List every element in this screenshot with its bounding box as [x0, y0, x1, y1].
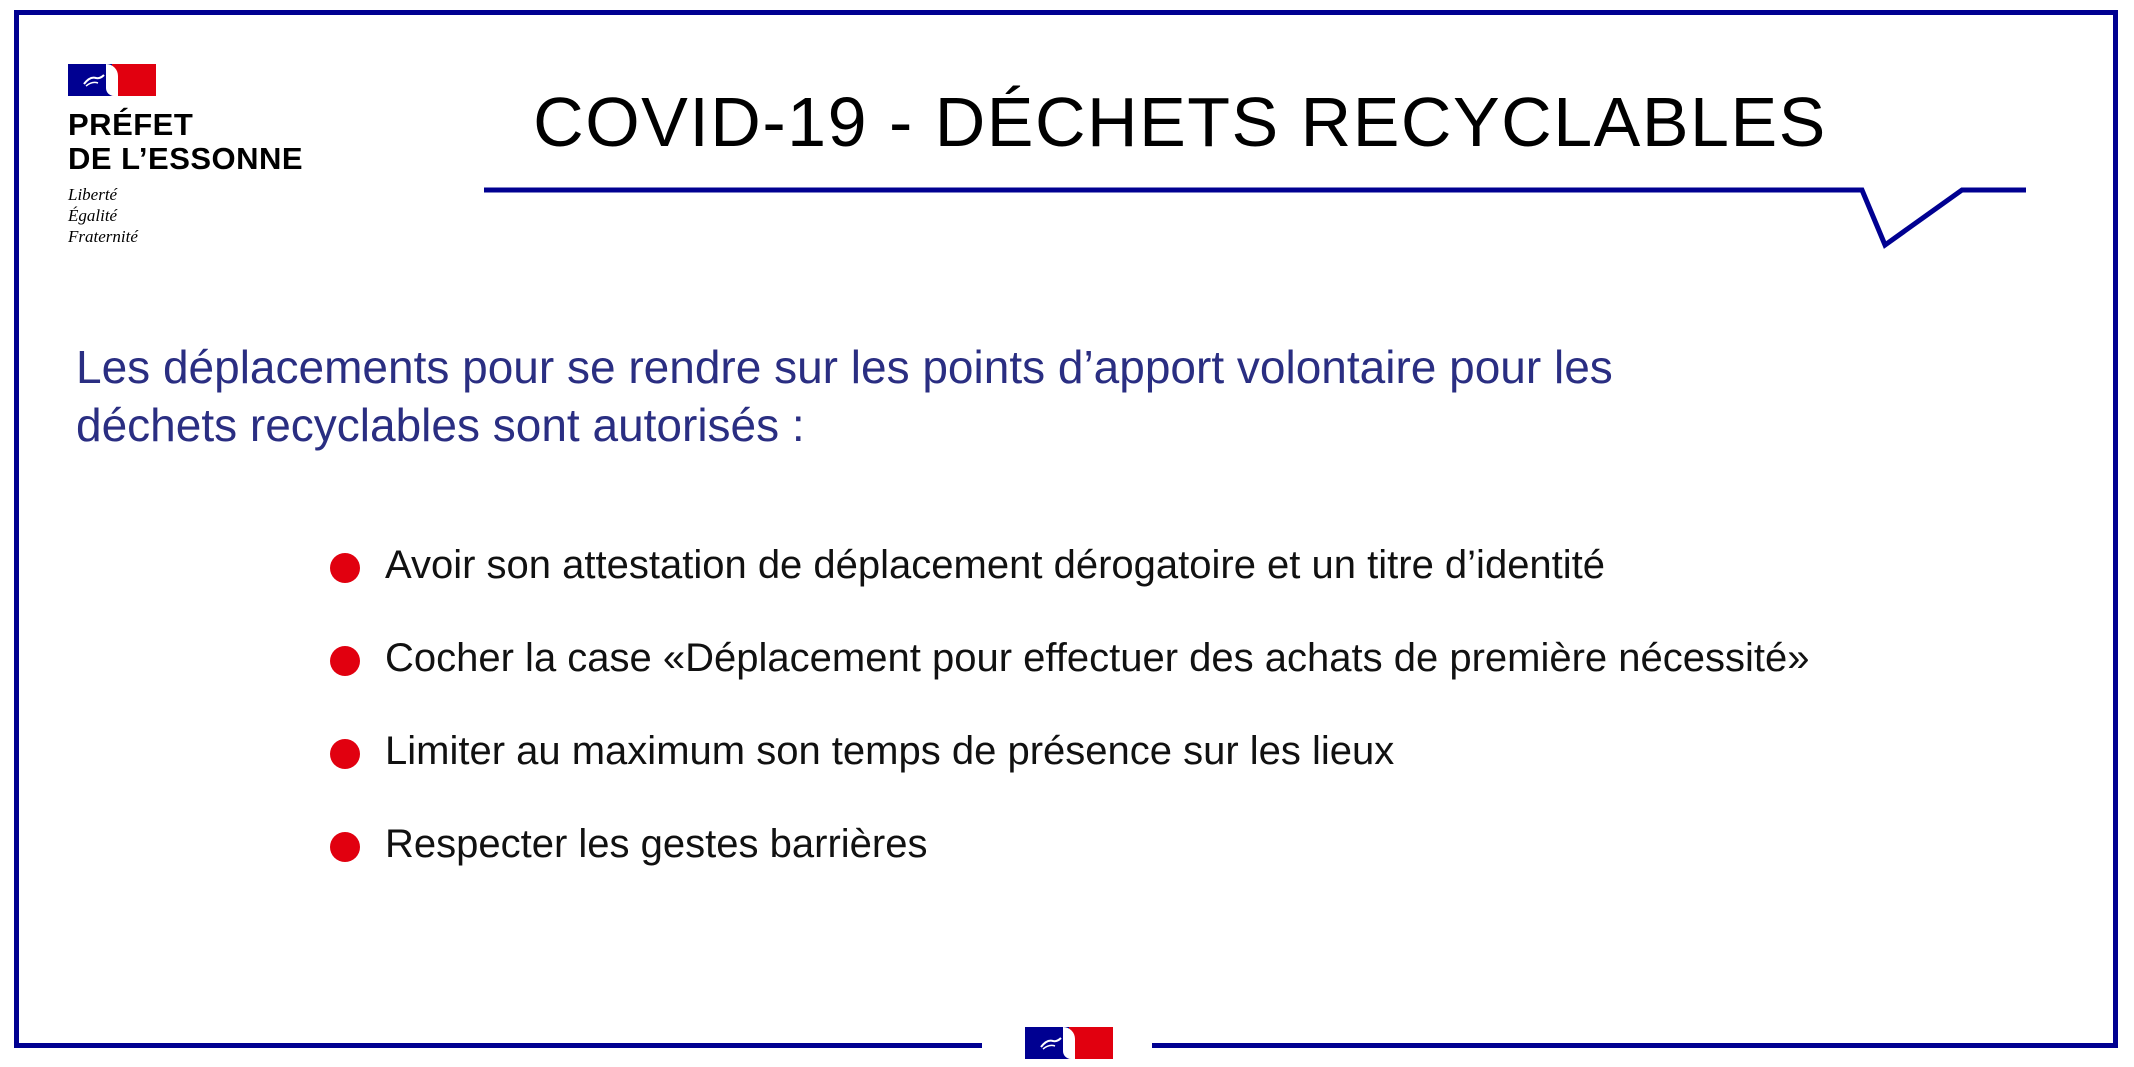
intro-text: [76, 338, 1976, 454]
bullet-dot-icon: [330, 553, 360, 583]
list-item: [330, 633, 1810, 726]
list-item-text: Limiter au maximum son temps de présence sur les lieux: [385, 729, 1395, 773]
bullet-dot-icon: [330, 832, 360, 862]
list-item: [330, 819, 1810, 912]
list-item: [330, 726, 1810, 819]
footer-flag-icon: [1025, 1027, 1113, 1059]
list-item: [330, 540, 1810, 633]
motto-liberte: Liberté: [68, 185, 118, 204]
motto-egalite: Égalité: [68, 206, 118, 225]
page-title: COVID-19 - DÉCHETS RECYCLABLES: [533, 83, 1827, 161]
intro-line-1: Les déplacements pour se rendre sur les points d’apport volontaire pour les: [76, 341, 1613, 393]
prefet-line-2: DE L’ESSONNE: [68, 141, 304, 176]
bullet-dot-icon: [330, 739, 360, 769]
bullet-dot-icon: [330, 646, 360, 676]
intro-line-2: déchets recyclables sont autorisés :: [76, 399, 805, 451]
list-item-text: Avoir son attestation de déplacement dérogatoire et un titre d’identité: [385, 543, 1606, 587]
list-item-text: Respecter les gestes barrières: [385, 822, 928, 866]
list-item-text: Cocher la case «Déplacement pour effectuer des achats de première nécessité»: [385, 636, 1810, 680]
prefet-line-1: PRÉFET: [68, 107, 194, 142]
motto-fraternite: Fraternité: [68, 227, 138, 246]
rules-list: [330, 540, 1810, 912]
title-underline: [0, 0, 2134, 260]
